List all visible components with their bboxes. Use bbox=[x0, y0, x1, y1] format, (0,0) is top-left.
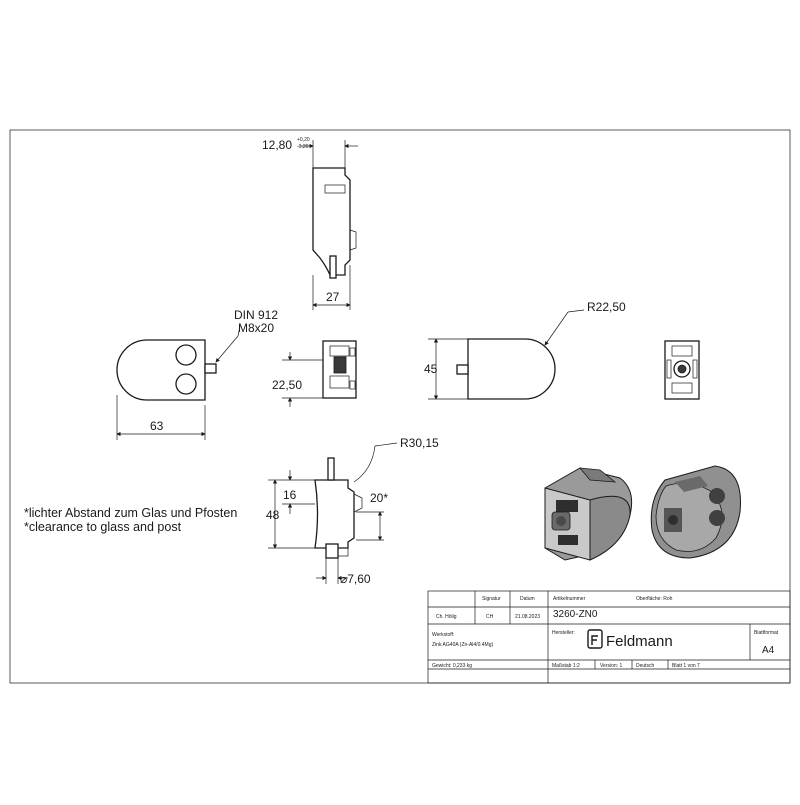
tb-header-signature: Signatur bbox=[482, 596, 501, 602]
dim-section-20: 20* bbox=[370, 491, 389, 505]
dim-right-height: 45 bbox=[424, 362, 438, 376]
end-view bbox=[665, 341, 699, 399]
tb-created-by: Ch. Hölig bbox=[436, 614, 457, 620]
dim-tol-plus: +0,20 bbox=[297, 137, 310, 143]
tb-header-article: Artikelnummer bbox=[553, 596, 586, 602]
feldmann-logo-icon bbox=[588, 630, 602, 648]
screw-label-1: DIN 912 bbox=[234, 308, 279, 322]
drawing-frame bbox=[10, 130, 790, 683]
tb-format: A4 bbox=[762, 645, 775, 656]
tb-header-date: Datum bbox=[520, 596, 535, 602]
tb-version: Version: 1 bbox=[600, 663, 623, 669]
tb-article-number: 3260-ZN0 bbox=[553, 609, 598, 620]
iso-view-1 bbox=[545, 468, 632, 560]
tb-scale: Maßstab 1:2 bbox=[552, 663, 580, 669]
tb-header-material: Werkstoff: bbox=[432, 632, 455, 638]
dim-section-16: 16 bbox=[283, 488, 297, 502]
side-view bbox=[272, 341, 356, 407]
back-view bbox=[424, 300, 626, 399]
tb-date: 21.08.2023 bbox=[515, 614, 541, 620]
tb-material: Zink AG40A (Zn-Al4/0.4Mg) bbox=[432, 642, 494, 648]
dim-side-height: 22,50 bbox=[272, 378, 303, 392]
tb-signature: CH bbox=[486, 614, 494, 620]
dim-radius-2: R30,15 bbox=[400, 436, 439, 450]
dim-section-48: 48 bbox=[266, 508, 280, 522]
tb-sheet: Blatt 1 von 7 bbox=[672, 663, 700, 669]
title-block bbox=[428, 591, 790, 683]
screw-label-2: M8x20 bbox=[238, 321, 275, 335]
tb-header-format: Blattformat bbox=[754, 630, 779, 636]
top-view bbox=[262, 137, 358, 310]
dim-top-depth: 27 bbox=[326, 290, 340, 304]
dim-tol-minus: -0,20 bbox=[297, 144, 309, 150]
section-view bbox=[266, 436, 439, 586]
dim-section-diameter: ⌀7,60 bbox=[340, 572, 371, 586]
dim-radius-1: R22,50 bbox=[587, 300, 626, 314]
dim-front-length: 63 bbox=[150, 419, 164, 433]
tb-weight: Gewicht: 0,233 kg bbox=[432, 663, 473, 669]
tb-header-surface: Oberfläche: Roh bbox=[636, 596, 673, 602]
tb-brand: Feldmann bbox=[606, 633, 673, 650]
front-view bbox=[117, 308, 278, 440]
note-line-1: *lichter Abstand zum Glas und Pfosten bbox=[24, 506, 238, 520]
note-line-2: *clearance to glass and post bbox=[24, 520, 182, 534]
iso-view-2 bbox=[651, 466, 740, 558]
dim-top-width: 12,80 bbox=[262, 138, 293, 152]
tb-language: Deutsch bbox=[636, 663, 655, 669]
tb-header-manufacturer: Hersteller: bbox=[552, 630, 575, 636]
